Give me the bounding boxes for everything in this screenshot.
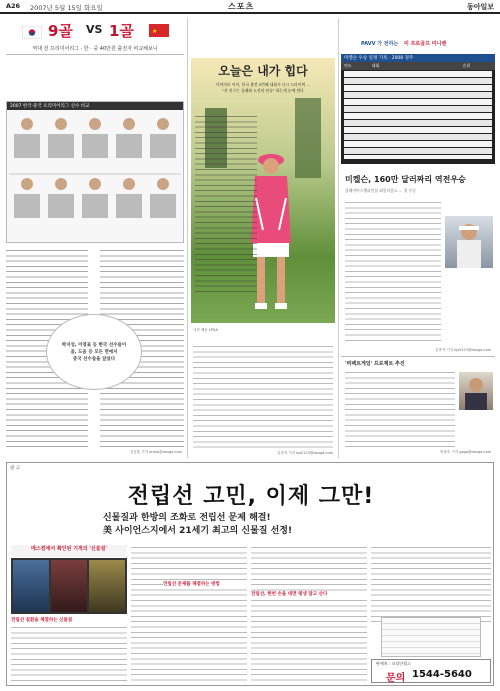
mickelson-photo	[445, 216, 493, 268]
ad-col-3-body	[251, 545, 367, 681]
ad-phone-number: 1544-5640	[412, 669, 472, 680]
table-title: 미켈슨 우승 일정 기록 · 2008 경주	[341, 54, 495, 62]
column-rule	[338, 18, 339, 458]
ad-col-2-body	[131, 545, 247, 681]
middle-subtitle-2: "저 친구는 실패와 도전의 연속" 하는게 눈에 띈다	[222, 88, 304, 93]
pullquote-line2: 골, 도움 등 모든 면에서	[70, 349, 118, 355]
pullquote-line3: 중국 선수들을 앞섰다	[72, 356, 116, 362]
korea-flag-icon	[22, 24, 42, 37]
score-vs: VS	[86, 23, 103, 36]
table-rows	[344, 71, 492, 159]
banner-sub: 미 프로골프 미니밴	[404, 41, 447, 47]
right-body-1	[345, 200, 441, 345]
page-number: A26	[6, 2, 21, 10]
ad-col-head-3: 전립선, 한번 손을 대면 평생 달고 산다	[251, 591, 367, 597]
ad-tag: 광 고	[10, 466, 21, 471]
ad-col-head-1: 전립선 질환을 해결하는 신물질	[11, 618, 73, 623]
right-headline-1: 미켈슨, 160만 달러짜리 역전우승	[345, 175, 466, 184]
china-flag-icon	[149, 24, 169, 37]
ad-sub1: 신물질과 한방의 조화로 전립선 문제 해결!	[103, 513, 271, 523]
table-header-rank: 순위	[462, 63, 471, 68]
tv-screen-3	[89, 560, 125, 612]
newspaper-name: 동아일보	[466, 3, 494, 11]
section-title: 스포츠	[228, 2, 255, 11]
left-subtitle: 역대 전 프리미어리그 · 한 · 중 40만원 출전자 비교해보니	[32, 46, 158, 52]
right-article	[341, 18, 495, 458]
right-byline-2: 박광호 기자 gaga@donga.com	[440, 450, 491, 454]
page-header	[0, 0, 500, 14]
ad-col-4-body	[371, 545, 491, 623]
tv-screen-1	[13, 560, 49, 612]
issue-date: 2007년 5월 15일 화요일	[30, 4, 103, 12]
table-header-row	[341, 62, 495, 70]
pavv-banner	[341, 40, 495, 52]
tv-screen-2	[51, 560, 87, 612]
photo-caption: 사진 제공 LPGA	[193, 328, 218, 332]
divider	[6, 54, 184, 55]
svg-text:★: ★	[152, 28, 158, 35]
ad-sub2: 美 사이언스지에서 21세기 최고의 신물질 선정!	[103, 526, 293, 536]
column-rule	[187, 18, 188, 458]
ad-phone-label: 문의	[386, 673, 406, 684]
right-body-2	[345, 370, 455, 448]
right-byline-1: 김종석 기자 kjs0123@donga.com	[435, 348, 491, 352]
ad-phone-box	[371, 659, 491, 683]
middle-overlay-text	[195, 114, 257, 294]
left-article	[6, 18, 184, 458]
right-subheadline-1: 플레이어스챔피언십 최종라운드 … 첫 우승	[345, 188, 416, 193]
ad-sales-table	[381, 617, 481, 657]
ad-headline: 전립선 고민, 이제 그만!	[127, 484, 375, 509]
table-header-year: 연도	[344, 63, 352, 68]
player-grid	[9, 112, 181, 240]
banner-text: PAVV 가 전하는	[361, 41, 399, 47]
middle-byline: 김종석 기자 kjs0123@donga.com	[277, 451, 333, 455]
score-home: 9골	[48, 22, 73, 40]
ad-col-head-2: 전립선 문제를 해결하는 방법	[163, 581, 247, 587]
portrait-photo	[459, 372, 493, 410]
tv-screens	[11, 558, 127, 614]
middle-title: 오늘은 내가 힙다	[218, 64, 308, 78]
middle-body-text	[193, 344, 333, 449]
table-header-event: 대회	[371, 63, 380, 68]
left-byline: 김동훈 기자 arrow@donga.com	[129, 450, 182, 454]
middle-subtitle-1: 미야자토 아이, 한국 출전 5번째 대회서 다시 드라이버 ...	[216, 82, 310, 87]
divider	[341, 356, 495, 357]
right-headline-2: '퍼펙트게임' 프로젝트 추진	[345, 361, 405, 367]
middle-article	[191, 58, 335, 458]
player-comparison-chart	[6, 101, 184, 243]
stats-table	[341, 54, 495, 164]
ad-contact-label: 판매처 : 코리안헬스	[376, 661, 411, 666]
ad-col-1-body	[11, 625, 127, 681]
chart-title: 2007 한국·중국 프리미어리그 선수 비교	[7, 102, 183, 110]
score-away: 1골	[109, 22, 134, 40]
advertisement	[6, 462, 494, 686]
pullquote-line1: 박지성, 이영표 등 한국 선수들이	[61, 342, 127, 348]
pullquote-circle	[46, 314, 142, 390]
tv-box-title: 매스컴에서 확인된 기적의 '신물질'	[11, 545, 127, 557]
